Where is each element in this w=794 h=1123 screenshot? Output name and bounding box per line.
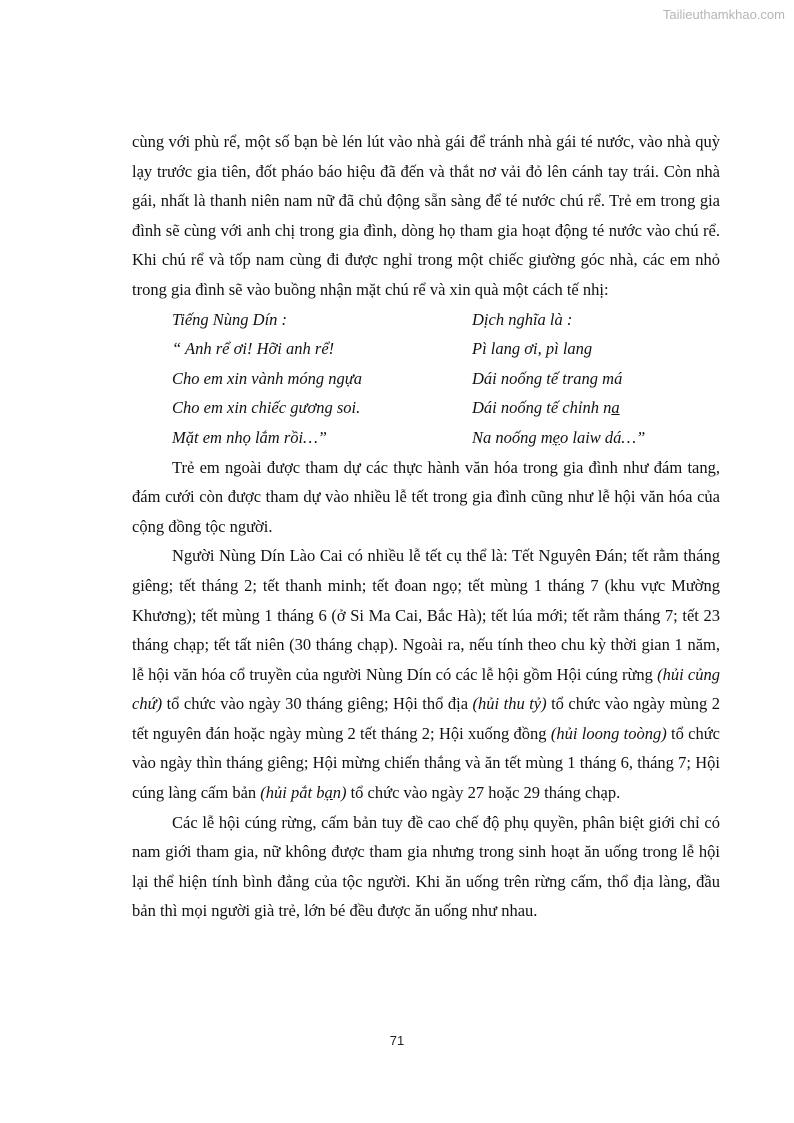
verse-right-line bbox=[472, 423, 720, 453]
italic-part: n) bbox=[332, 783, 347, 803]
page-number: 71 bbox=[389, 1033, 405, 1048]
text-run: tổ chức vào ngày 30 tháng giêng; Hội thổ địa bbox=[162, 694, 473, 714]
text-run: tổ chức vào ngày mùng 2 tết nguyên đán hoặc ngày mùng 2 tết tháng 2; Hội xuống đồng bbox=[132, 694, 720, 743]
verse-row bbox=[132, 364, 720, 394]
watermark: Tailieuthamkhao.com bbox=[662, 7, 785, 22]
text-run: Người Nùng Dín Lào Cai có nhiều lễ tết cụ thể là: Tết Nguyên Đán; tết rằm tháng giêng; tết tháng 2; tết thanh minh; tết đoan ngọ; tết mùng 1 tháng 7 (khu vực Mường Khương); tết mùng 1 tháng 6 (ở Si Ma Cai, Bắc Hà); tết lúa mới; tết rằm tháng 7; tết 23 tháng chạp; tết tất niên (30 tháng chạp). Ngoài ra, nếu tính theo chu kỳ thời gian 1 năm, lễ hội văn hóa cổ truyền của người Nùng Dín có các lễ hội gồm Hội cúng rừng bbox=[132, 546, 720, 684]
paragraph-2: Trẻ em ngoài được tham dự các thực hành văn hóa trong gia đình như đám tang, đám cưới còn được tham dự vào nhiều lễ tết trong gia đình cũng như lễ hội văn hóa của cộng đồng tộc người. bbox=[132, 457, 720, 536]
text-run: tổ chức vào ngày 27 hoặc 29 tháng chạp. bbox=[346, 783, 621, 803]
verse-left-line: Cho em xin vành móng ngựa bbox=[172, 368, 363, 388]
verse-right-line: Dái noống tế trang má bbox=[472, 368, 623, 388]
verse-text: Dái noống tế chỉnh n bbox=[472, 398, 612, 418]
verse-right-line: Pì lang ơi, pì lang bbox=[472, 339, 593, 359]
verse-row bbox=[132, 334, 720, 364]
verse-right-line bbox=[472, 393, 720, 423]
paragraph-1: cùng với phù rể, một số bạn bè lén lút vào nhà gái để tránh nhà gái té nước, vào nhà quỳ lạy trước gia tiên, đốt pháo báo hiệu đã đến và thắt nơ vải đỏ lên cánh tay trái. Còn nhà gái, nhất là thanh niên nam nữ đã chủ động sẵn sàng để té nước chú rể. Trẻ em trong gia đình sẽ cùng với anh chị trong gia đình, dòng họ tham gia hoạt động té nước vào chú rể. Khi chú rể và tốp nam cùng đi được nghỉ trong một chiếc giường góc nhà, các em nhỏ trong gia đình sẽ vào buồng nhận mặt chú rể và xin quà một cách tế nhị: bbox=[132, 132, 720, 299]
verse-text: Na noống m bbox=[472, 427, 553, 447]
italic-term: (hủi loong toòng) bbox=[550, 723, 667, 743]
verse-right-line: Dịch nghĩa là : bbox=[472, 309, 573, 329]
verse-left-line: “ Anh rể ơi! Hỡi anh rể! bbox=[172, 339, 335, 359]
verse-row bbox=[132, 305, 720, 335]
verse-text: o laiw dá…” bbox=[560, 427, 646, 447]
verse-row bbox=[132, 393, 720, 423]
paragraph-3 bbox=[132, 541, 720, 807]
verse-underlined-char: ẹ bbox=[552, 427, 560, 447]
italic-part: (hủi pắt b bbox=[260, 783, 325, 803]
verse-underlined-char: a bbox=[611, 398, 620, 418]
italic-underlined-char: ạ bbox=[324, 783, 333, 803]
verse-left-line: Cho em xin chiếc gương soi. bbox=[172, 398, 361, 418]
italic-term: (hủi thu tỷ) bbox=[472, 694, 547, 714]
verse-row bbox=[132, 423, 720, 453]
italic-term bbox=[260, 783, 346, 802]
page-body bbox=[132, 127, 720, 926]
verse-block bbox=[132, 305, 720, 453]
paragraph-4: Các lễ hội cúng rừng, cấm bản tuy đề cao chế độ phụ quyền, phân biệt giới chỉ có nam giới tham gia, nữ không được tham gia nhưng trong sinh hoạt ăn uống trong lễ hội lại thể hiện tính bình đẳng của tộc người. Khi ăn uống trên rừng cấm, thổ địa làng, đầu bản thì mọi người già trẻ, lớn bé đều được ăn uống như nhau. bbox=[132, 812, 720, 921]
text-run: tổ chức vào ngày thìn tháng giêng; Hội mừng chiến thắng và ăn tết mùng 1 tháng 6, tháng 7; Hội cúng làng cấm bản bbox=[132, 723, 720, 803]
verse-left-line: Tiếng Nùng Dín : bbox=[172, 309, 288, 329]
italic-term: (hủi củng chứ) bbox=[132, 664, 721, 714]
verse-left-line: Mặt em nhọ lắm rồi…” bbox=[172, 427, 327, 447]
